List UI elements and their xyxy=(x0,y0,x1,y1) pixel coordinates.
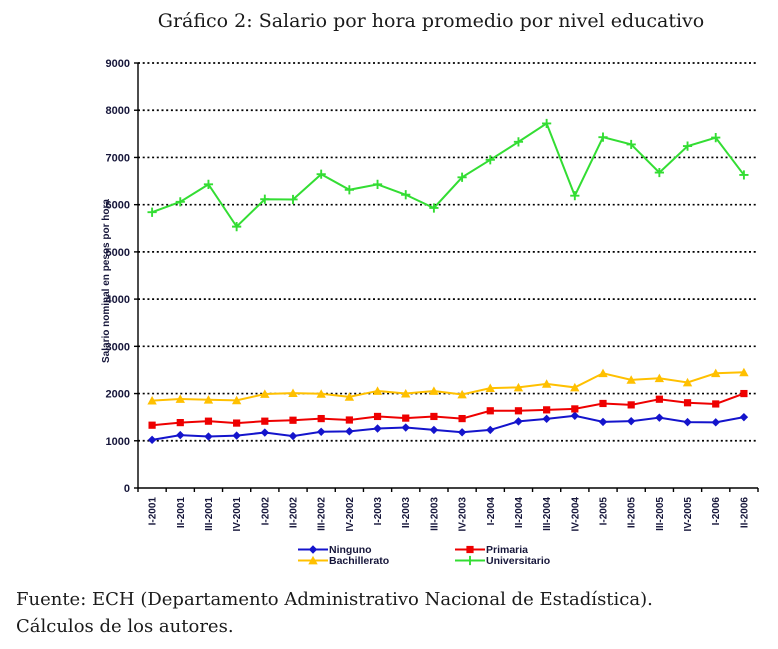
primaria-marker xyxy=(628,401,635,408)
x-tick-label: I-2005 xyxy=(598,497,610,526)
ninguno-marker xyxy=(655,413,663,421)
ninguno-marker xyxy=(542,415,550,423)
ninguno-marker xyxy=(261,428,269,436)
legend-marker-universitario xyxy=(454,555,486,566)
x-tick-label: II-2005 xyxy=(626,497,638,529)
primaria-marker xyxy=(233,419,240,426)
primaria-marker xyxy=(430,413,437,420)
universitario-legend-marker xyxy=(465,556,474,565)
series-line-primaria xyxy=(152,394,744,426)
ninguno-marker xyxy=(458,428,466,436)
universitario-marker xyxy=(345,185,354,194)
legend-item-primaria xyxy=(454,544,550,555)
y-tick-label: 9000 xyxy=(105,58,130,70)
x-tick-label: III-2003 xyxy=(429,497,441,531)
legend-item-universitario xyxy=(454,555,550,566)
legend-label-ninguno: Ninguno xyxy=(329,543,372,556)
y-tick-label: 2000 xyxy=(105,388,130,401)
legend-label-universitario: Universitario xyxy=(486,554,551,567)
ninguno-marker xyxy=(289,432,297,440)
primaria-marker xyxy=(571,405,578,412)
x-tick-label: I-2004 xyxy=(485,497,497,526)
y-tick-label: 8000 xyxy=(105,105,130,118)
primaria-marker xyxy=(684,399,691,406)
x-tick-label: I-2001 xyxy=(147,497,159,526)
ninguno-marker xyxy=(627,417,635,425)
source-line-1: Fuente: ECH (Departamento Administrativo Nacional de Estadística). xyxy=(16,589,653,610)
primaria-marker xyxy=(318,415,325,422)
ninguno-marker xyxy=(599,418,607,426)
legend-marker-primaria xyxy=(454,544,486,555)
legend-item-ninguno xyxy=(297,544,454,555)
universitario-marker xyxy=(598,133,607,142)
x-tick-label: IV-2005 xyxy=(683,497,695,532)
primaria-marker xyxy=(515,407,522,414)
y-tick-label: 5000 xyxy=(105,246,130,259)
chart-title: Gráfico 2: Salario por hora promedio por nivel educativo xyxy=(157,10,705,32)
legend-marker-ninguno xyxy=(297,544,329,555)
ninguno-marker xyxy=(373,424,381,432)
ninguno-marker xyxy=(204,432,212,440)
y-axis-title: Salario nominal en pesos por hora xyxy=(101,199,112,363)
primaria-marker xyxy=(458,415,465,422)
legend-item-bachillerato xyxy=(297,555,454,566)
ninguno-marker xyxy=(176,431,184,439)
y-tick-label: 4000 xyxy=(105,294,130,307)
universitario-marker xyxy=(373,180,382,189)
y-tick-label: 0 xyxy=(123,483,130,495)
x-tick-label: I-2006 xyxy=(711,497,723,526)
x-tick-label: III-2004 xyxy=(542,497,554,531)
x-tick-label: IV-2002 xyxy=(344,497,356,532)
legend-marker-bachillerato xyxy=(297,555,329,566)
x-tick-label: II-2006 xyxy=(739,497,751,529)
x-tick-label: II-2001 xyxy=(175,497,187,529)
x-tick-label: I-2002 xyxy=(260,497,272,526)
primaria-marker xyxy=(177,419,184,426)
ninguno-marker xyxy=(712,418,720,426)
primaria-marker xyxy=(712,400,719,407)
x-tick-label: III-2001 xyxy=(203,497,215,531)
y-tick-label: 1000 xyxy=(105,435,130,448)
series-primaria xyxy=(148,390,747,429)
ninguno-marker xyxy=(148,436,156,444)
x-tick-label: II-2002 xyxy=(288,497,300,529)
primaria-marker xyxy=(599,400,606,407)
universitario-marker xyxy=(570,191,579,200)
ninguno-marker xyxy=(345,427,353,435)
x-tick-label: III-2005 xyxy=(654,497,666,531)
primaria-marker xyxy=(656,396,663,403)
bachillerato-marker xyxy=(598,369,607,378)
primaria-marker xyxy=(205,418,212,425)
x-tick-label: II-2003 xyxy=(401,497,413,529)
series-line-bachillerato xyxy=(152,372,744,400)
primaria-marker xyxy=(740,390,747,397)
series-line-universitario xyxy=(152,123,744,226)
ninguno-marker xyxy=(402,423,410,431)
universitario-marker xyxy=(401,190,410,199)
ninguno-marker xyxy=(571,412,579,420)
y-tick-label: 6000 xyxy=(105,199,130,212)
chart-legend xyxy=(297,544,550,566)
legend-label-primaria: Primaria xyxy=(486,543,529,556)
primaria-marker xyxy=(346,416,353,423)
series-ninguno xyxy=(148,412,748,444)
primaria-marker xyxy=(261,418,268,425)
ninguno-marker xyxy=(317,428,325,436)
ninguno-legend-marker xyxy=(309,545,317,553)
primaria-marker xyxy=(148,422,155,429)
ninguno-marker xyxy=(430,426,438,434)
ninguno-marker xyxy=(486,426,494,434)
source-line-2: Cálculos de los autores. xyxy=(16,616,234,637)
primaria-marker xyxy=(402,415,409,422)
primaria-marker xyxy=(289,417,296,424)
y-tick-label: 3000 xyxy=(105,341,130,354)
source-note xyxy=(16,586,756,640)
x-tick-label: IV-2001 xyxy=(232,497,244,532)
x-tick-label: III-2002 xyxy=(316,497,328,531)
x-tick-label: I-2003 xyxy=(373,497,385,526)
y-tick-label: 7000 xyxy=(105,152,130,165)
primaria-marker xyxy=(374,413,381,420)
x-tick-label: IV-2003 xyxy=(457,497,469,532)
ninguno-marker xyxy=(683,418,691,426)
series-line-ninguno xyxy=(152,416,744,440)
x-tick-label: II-2004 xyxy=(513,497,525,529)
universitario-marker xyxy=(147,208,156,217)
ninguno-marker xyxy=(740,413,748,421)
primaria-legend-marker xyxy=(466,546,473,553)
ninguno-marker xyxy=(232,431,240,439)
x-tick-label: IV-2004 xyxy=(570,497,582,532)
series-universitario xyxy=(147,119,748,231)
primaria-marker xyxy=(543,406,550,413)
legend-label-bachillerato: Bachillerato xyxy=(329,554,390,567)
ninguno-marker xyxy=(514,417,522,425)
primaria-marker xyxy=(487,407,494,414)
